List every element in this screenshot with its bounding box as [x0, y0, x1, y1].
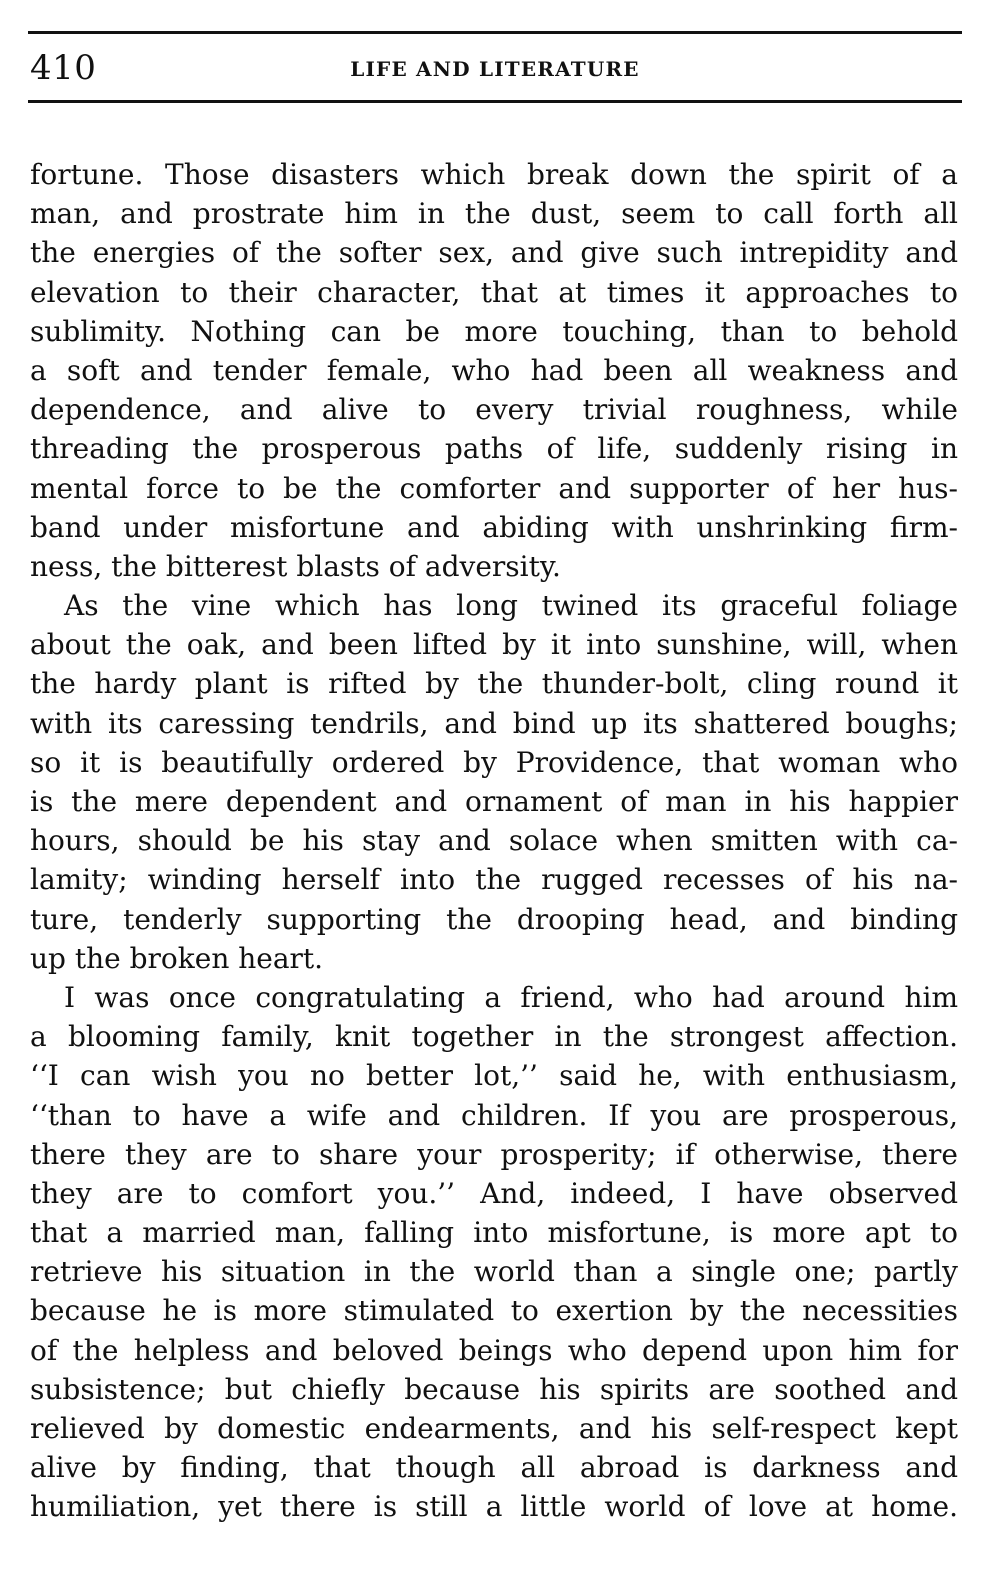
text-line: is the mere dependent and ornament of man in his happier — [30, 785, 958, 818]
text-line: man, and prostrate him in the dust, seem to call forth all — [30, 197, 958, 231]
text-line: subsistence; but chiefly because his spirits are soothed and — [30, 1372, 958, 1406]
page-number: 410 — [30, 48, 97, 88]
text-line: relieved by domestic endearments, and his self-respect kept — [30, 1412, 958, 1445]
paragraph-end-line: ness, the bitterest blasts of adversity. — [30, 549, 561, 583]
text-line: elevation to their character, that at times it approaches to — [30, 275, 958, 309]
text-line: hours, should be his stay and solace when smitten with ca- — [30, 824, 958, 858]
header-top-rule — [28, 31, 962, 34]
running-title: LIFE AND LITERATURE — [350, 57, 640, 81]
text-line: ture, tenderly supporting the drooping head, and binding — [30, 902, 958, 936]
text-line: so it is beautifully ordered by Providence, that woman who — [30, 745, 958, 779]
text-line: alive by finding, that though all abroad is darkness and — [30, 1451, 958, 1485]
text-line: threading the prosperous paths of life, suddenly rising in — [30, 432, 958, 466]
text-line: fortune. Those disasters which break down the spirit of a — [30, 158, 958, 191]
text-line: band under misfortune and abiding with unshrinking firm- — [30, 510, 958, 544]
text-line: retrieve his situation in the world than a single one; partly — [30, 1255, 958, 1289]
text-line: mental force to be the comforter and supporter of her hus- — [30, 471, 958, 505]
text-line: the energies of the softer sex, and give such intrepidity and — [30, 236, 958, 270]
text-line: a blooming family, knit together in the strongest affection. — [30, 1020, 958, 1054]
text-line: because he is more stimulated to exertion by the necessities — [30, 1294, 958, 1328]
text-line: about the oak, and been lifted by it into sunshine, will, when — [30, 628, 958, 662]
text-line: humiliation, yet there is still a little world of love at home. — [30, 1490, 958, 1524]
paragraph-end-line: up the broken heart. — [30, 941, 324, 975]
text-line: dependence, and alive to every trivial roughness, while — [30, 393, 958, 427]
text-line: lamity; winding herself into the rugged recesses of his na- — [30, 863, 958, 897]
text-line: the hardy plant is rifted by the thunder-bolt, cling round it — [30, 667, 958, 701]
text-line: sublimity. Nothing can be more touching, than to behold — [30, 314, 958, 348]
text-line: of the helpless and beloved beings who depend upon him for — [30, 1333, 958, 1367]
text-line: that a married man, falling into misfortune, is more apt to — [30, 1216, 958, 1250]
text-line: a soft and tender female, who had been all weakness and — [30, 353, 958, 387]
header-bottom-rule — [28, 100, 962, 103]
text-line: there they are to share your prosperity; if otherwise, there — [30, 1137, 958, 1171]
text-line: ‘‘I can wish you no better lot,’’ said he, with enthusiasm, — [30, 1059, 958, 1093]
body-text — [30, 155, 958, 1527]
text-line: they are to comfort you.’’ And, indeed, I have observed — [30, 1176, 958, 1210]
text-line: ‘‘than to have a wife and children. If you are prosperous, — [30, 1098, 958, 1132]
paragraph-start-line: I was once congratulating a friend, who had around him — [64, 980, 958, 1014]
text-line: with its caressing tendrils, and bind up its shattered boughs; — [30, 706, 958, 740]
paragraph-start-line: As the vine which has long twined its graceful foliage — [64, 589, 958, 623]
